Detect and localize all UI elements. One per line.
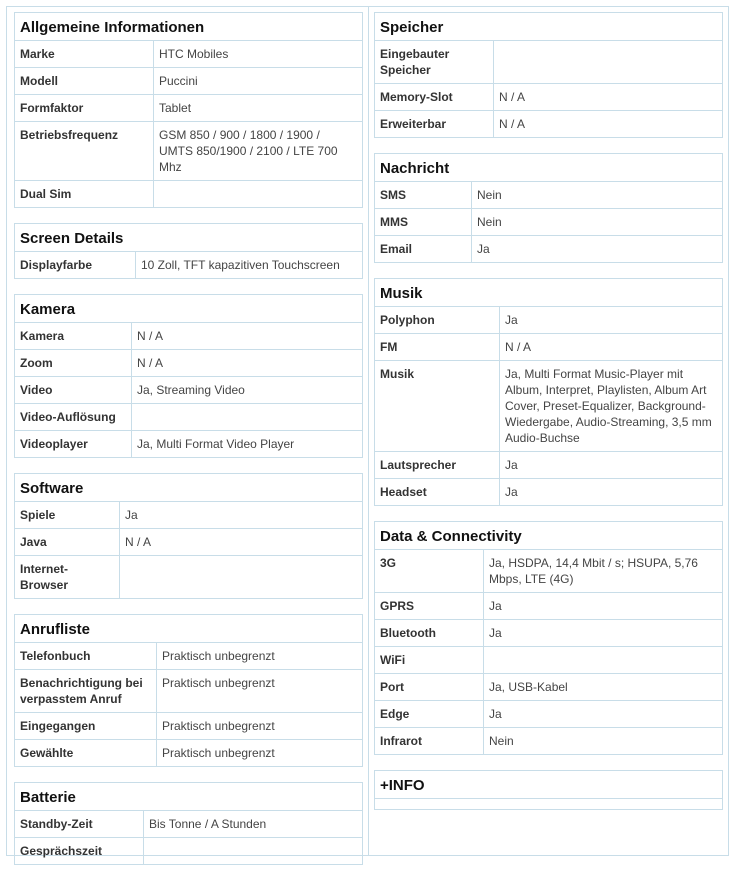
spec-value: Nein — [484, 728, 723, 755]
spec-label: Port — [375, 674, 484, 701]
right-column — [374, 12, 723, 825]
spec-value: N / A — [132, 350, 363, 377]
section-anrufliste — [14, 614, 363, 767]
spec-label: Infrarot — [375, 728, 484, 755]
spec-label: Eingebauter Speicher — [375, 41, 494, 84]
spec-label: Edge — [375, 701, 484, 728]
spec-value: N / A — [120, 529, 363, 556]
section-screen-details — [14, 223, 363, 279]
spec-label: Erweiterbar — [375, 111, 494, 138]
spec-value: Praktisch unbegrenzt — [157, 740, 363, 767]
spec-label: Dual Sim — [15, 181, 154, 208]
table-row — [15, 95, 363, 122]
table-row — [375, 111, 723, 138]
spec-label: Standby-Zeit — [15, 811, 144, 838]
spec-label: Musik — [375, 361, 500, 452]
spec-value: N / A — [132, 323, 363, 350]
table-row — [15, 502, 363, 529]
table-row — [375, 209, 723, 236]
table-row — [15, 670, 363, 713]
table-row — [375, 550, 723, 593]
table-row — [15, 713, 363, 740]
section-title: Musik — [375, 279, 723, 307]
spec-label: Headset — [375, 479, 500, 506]
spec-label: Telefonbuch — [15, 643, 157, 670]
spec-value: Puccini — [154, 68, 363, 95]
section-allgemeine-informationen — [14, 12, 363, 208]
table-row — [375, 593, 723, 620]
spec-label: SMS — [375, 182, 472, 209]
spec-label: Lautsprecher — [375, 452, 500, 479]
table-row — [15, 323, 363, 350]
section-musik — [374, 278, 723, 506]
section-title: Allgemeine Informationen — [15, 13, 363, 41]
spec-label: MMS — [375, 209, 472, 236]
spec-value: Praktisch unbegrenzt — [157, 643, 363, 670]
spec-value: Ja — [500, 479, 723, 506]
table-row — [375, 701, 723, 728]
spec-label: GPRS — [375, 593, 484, 620]
spec-label: Email — [375, 236, 472, 263]
section-title: Kamera — [15, 295, 363, 323]
spec-value — [154, 181, 363, 208]
table-row — [15, 404, 363, 431]
section-title: Data & Connectivity — [375, 522, 723, 550]
spec-label: Gesprächszeit — [15, 838, 144, 865]
table-row — [375, 182, 723, 209]
table-row — [375, 452, 723, 479]
spec-value: Ja, Multi Format Video Player — [132, 431, 363, 458]
spec-sheet — [6, 6, 729, 856]
spec-value: Ja, Multi Format Music-Player mit Album, Interpret, Playlisten, Album Art Cover, Preset-Equalizer, Background-Wiedergabe, Audio-Streaming, 3,5 mm Audio-Buchse — [500, 361, 723, 452]
spec-value: Tablet — [154, 95, 363, 122]
section-nachricht — [374, 153, 723, 263]
section-title: Batterie — [15, 783, 363, 811]
spec-value — [120, 556, 363, 599]
spec-label: FM — [375, 334, 500, 361]
spec-value: Nein — [472, 182, 723, 209]
spec-label: 3G — [375, 550, 484, 593]
table-row — [375, 728, 723, 755]
section-batterie — [14, 782, 363, 865]
spec-label: Video-Auflösung — [15, 404, 132, 431]
spec-value: N / A — [494, 111, 723, 138]
spec-label: Benachrichtigung bei verpasstem Anruf — [15, 670, 157, 713]
spec-value: N / A — [494, 84, 723, 111]
spec-label: WiFi — [375, 647, 484, 674]
left-column — [14, 12, 363, 880]
spec-label: Modell — [15, 68, 154, 95]
section-title: +INFO — [375, 771, 723, 799]
spec-label: Marke — [15, 41, 154, 68]
table-row — [15, 811, 363, 838]
spec-value: GSM 850 / 900 / 1800 / 1900 / UMTS 850/1900 / 2100 / LTE 700 Mhz — [154, 122, 363, 181]
table-row — [375, 334, 723, 361]
table-row — [375, 41, 723, 84]
spec-value: Ja — [484, 701, 723, 728]
spec-value: Ja, HSDPA, 14,4 Mbit / s; HSUPA, 5,76 Mbps, LTE (4G) — [484, 550, 723, 593]
spec-value — [144, 838, 363, 865]
column-divider — [368, 7, 369, 855]
table-row — [15, 643, 363, 670]
spec-label: Internet-Browser — [15, 556, 120, 599]
spec-value: Ja — [500, 452, 723, 479]
table-row — [15, 252, 363, 279]
spec-label: Java — [15, 529, 120, 556]
table-row — [15, 181, 363, 208]
spec-value: Praktisch unbegrenzt — [157, 670, 363, 713]
section-info — [374, 770, 723, 810]
spec-value: Ja — [484, 593, 723, 620]
section-data-connectivity — [374, 521, 723, 755]
spec-value — [494, 41, 723, 84]
spec-label: Spiele — [15, 502, 120, 529]
table-row — [15, 41, 363, 68]
spec-value — [484, 647, 723, 674]
spec-value: Ja — [500, 307, 723, 334]
spec-label: Displayfarbe — [15, 252, 136, 279]
table-row — [375, 674, 723, 701]
table-row — [15, 740, 363, 767]
spec-label: Bluetooth — [375, 620, 484, 647]
spec-label: Videoplayer — [15, 431, 132, 458]
section-title: Screen Details — [15, 224, 363, 252]
spec-value: Ja, Streaming Video — [132, 377, 363, 404]
table-row — [375, 84, 723, 111]
section-speicher — [374, 12, 723, 138]
spec-value: N / A — [500, 334, 723, 361]
table-row — [15, 556, 363, 599]
spec-label: Kamera — [15, 323, 132, 350]
table-row — [375, 620, 723, 647]
spec-label: Zoom — [15, 350, 132, 377]
spec-value: Ja — [120, 502, 363, 529]
section-title: Speicher — [375, 13, 723, 41]
table-row — [375, 479, 723, 506]
table-row — [15, 377, 363, 404]
spec-value: HTC Mobiles — [154, 41, 363, 68]
spec-label: Formfaktor — [15, 95, 154, 122]
section-title: Software — [15, 474, 363, 502]
section-software — [14, 473, 363, 599]
spec-value: Praktisch unbegrenzt — [157, 713, 363, 740]
section-title: Nachricht — [375, 154, 723, 182]
spec-label: Video — [15, 377, 132, 404]
section-title: Anrufliste — [15, 615, 363, 643]
table-row — [15, 838, 363, 865]
spec-label: Eingegangen — [15, 713, 157, 740]
spec-value: Ja — [472, 236, 723, 263]
spec-label: Memory-Slot — [375, 84, 494, 111]
table-row — [375, 647, 723, 674]
empty-row — [375, 799, 723, 810]
table-row — [15, 350, 363, 377]
spec-value: Nein — [472, 209, 723, 236]
spec-value: Ja, USB-Kabel — [484, 674, 723, 701]
spec-label: Betriebsfrequenz — [15, 122, 154, 181]
table-row — [15, 68, 363, 95]
spec-label: Gewählte — [15, 740, 157, 767]
table-row — [15, 431, 363, 458]
spec-value — [132, 404, 363, 431]
spec-label: Polyphon — [375, 307, 500, 334]
table-row — [375, 361, 723, 452]
spec-value: Ja — [484, 620, 723, 647]
table-row — [15, 529, 363, 556]
section-kamera — [14, 294, 363, 458]
table-row — [15, 122, 363, 181]
table-row — [375, 307, 723, 334]
spec-value: Bis Tonne / A Stunden — [144, 811, 363, 838]
table-row — [375, 236, 723, 263]
spec-value: 10 Zoll, TFT kapazitiven Touchscreen — [136, 252, 363, 279]
